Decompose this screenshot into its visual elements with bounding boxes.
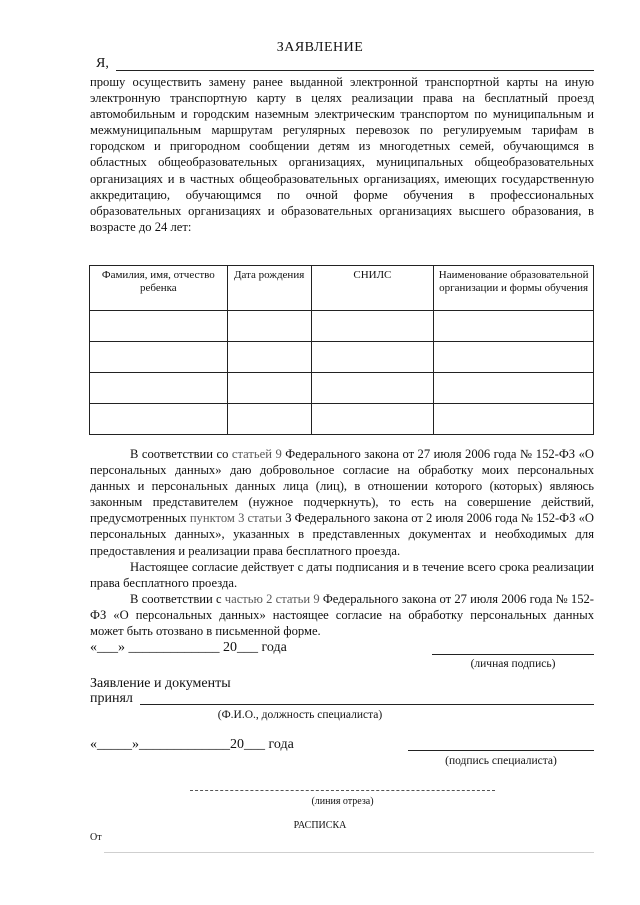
receipt-from-label: От: [90, 832, 102, 843]
table-cell[interactable]: [434, 373, 594, 404]
consent-text: В соответствии с: [130, 591, 225, 606]
applicant-prefix: Я,: [96, 56, 109, 71]
applicant-signature-caption: (личная подпись): [470, 658, 556, 670]
specialist-signature-field[interactable]: [408, 750, 594, 751]
consent-text: Федерального закона от 27 июля 2006 года № 152-ФЗ «О персональных данных» настоящее согласие на обработку персональных данных может быть отозвано в письменной форме.: [90, 591, 594, 639]
applicant-name-field[interactable]: [116, 70, 594, 71]
table-cell[interactable]: [434, 311, 594, 342]
law-part-link[interactable]: частью 2 статьи 9: [224, 591, 320, 606]
cut-line-caption: (линия отреза): [311, 796, 374, 807]
table-row: [90, 342, 594, 373]
table-cell[interactable]: [90, 311, 228, 342]
specialist-name-caption: (Ф.И.О., должность специалиста): [217, 709, 383, 721]
cut-line: [190, 790, 495, 791]
header-child-name: Фамилия, имя, отчество ребенка: [90, 266, 228, 311]
request-text: прошу осуществить замену ранее выданной электронной транспортной карты на иную электронную транспортную карту в целях реализации права на бесплатный проезд автомобильным и городским наземным электрическим транспортом по муниципальным и межмуниципальным маршрутам регулярных перевозок по регулируемым тарифам в городском и пригородном сообщении детям из многодетных семей, обучающимся в областных общеобразовательных организациях, муниципальных общеобразовательных организациях и в частных общеобразовательных организациях, имеющих государственную аккредитацию, обучающимся по очной форме обучения в профессиональных образовательных организациях и образовательных организациях высшего образования, в возрасте до 24 лет:: [90, 75, 594, 234]
table-cell[interactable]: [311, 373, 434, 404]
table-cell[interactable]: [227, 311, 311, 342]
receipt-title: РАСПИСКА: [293, 820, 347, 831]
table-cell[interactable]: [227, 373, 311, 404]
consent-paragraph-1: [90, 446, 594, 559]
table-cell[interactable]: [434, 342, 594, 373]
table-cell[interactable]: [311, 311, 434, 342]
children-table: [89, 265, 594, 435]
table-header-row: [90, 266, 594, 311]
table-row: [90, 373, 594, 404]
consent-text: 3 Федерального закона от 2 июля 2006 года № 152-ФЗ «О персональных данных», указанных в представленных документах и необходимых для предоставления и реализации права бесплатного проезда.: [90, 511, 595, 558]
header-birth-date: Дата рождения: [227, 266, 311, 311]
specialist-signature-caption: (подпись специалиста): [445, 755, 557, 767]
specialist-name-field[interactable]: [140, 704, 594, 705]
receipt-from-field[interactable]: [104, 852, 594, 853]
table-row: [90, 404, 594, 435]
consent-text: В соответствии со: [130, 447, 232, 461]
document-title: ЗАЯВЛЕНИЕ: [276, 40, 364, 55]
applicant-date-field[interactable]: «___» _____________ 20___ года: [90, 640, 287, 655]
law-article-link[interactable]: статьей 9: [231, 447, 282, 461]
table-cell[interactable]: [311, 404, 434, 435]
consent-paragraph-3: [90, 591, 594, 639]
table-cell[interactable]: [90, 342, 228, 373]
header-organization: Наименование образовательной организации и формы обучения: [434, 266, 594, 311]
applicant-signature-field[interactable]: [432, 654, 594, 655]
table-cell[interactable]: [90, 404, 228, 435]
header-snils: СНИЛС: [311, 266, 434, 311]
consent-paragraph-2: Настоящее согласие действует с даты подписания и в течение всего срока реализации права бесплатного проезда.: [90, 559, 594, 590]
table-cell[interactable]: [227, 404, 311, 435]
law-clause-link[interactable]: пунктом 3 статьи: [189, 511, 283, 526]
specialist-date-field[interactable]: «_____»_____________20___ года: [90, 737, 294, 752]
table-cell[interactable]: [434, 404, 594, 435]
table-cell[interactable]: [227, 342, 311, 373]
accepted-label: Заявление и документы: [90, 676, 231, 691]
consent-section: [90, 446, 594, 639]
table-cell[interactable]: [311, 342, 434, 373]
table-row: [90, 311, 594, 342]
consent-text: Федерального закона от 27 июля 2006 года № 152-ФЗ «О персональных данных» даю добровольное согласие на обработку моих персональных данных и персональных данных лица (лиц), в отношении которого (которых) являюсь законным представителем (нужное подчеркнуть), то есть на совершение действий, предусмотренных: [90, 447, 594, 526]
table-cell[interactable]: [90, 373, 228, 404]
accepted-by-label: принял: [90, 691, 133, 706]
